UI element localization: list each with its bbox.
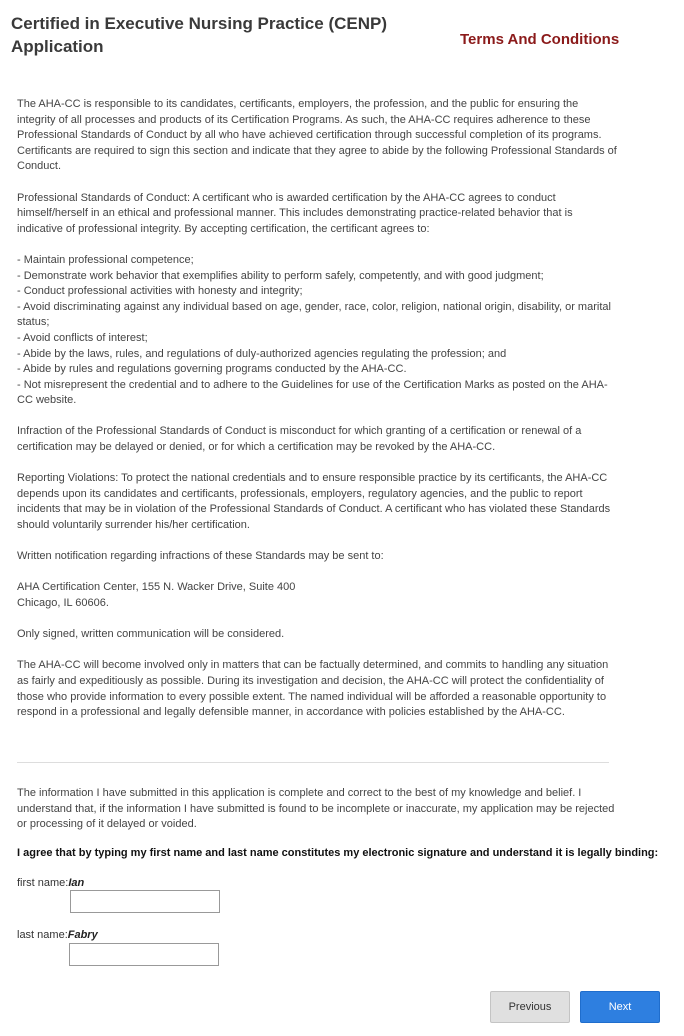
written-notification-text: Written notification regarding infractions of these Standards may be sent to:	[17, 550, 384, 563]
last-name-input[interactable]	[69, 943, 219, 966]
first-name-label	[17, 876, 84, 890]
list-item: - Abide by the laws, rules, and regulations of duly-authorized agencies regulating the profession; and	[17, 347, 507, 360]
declaration-text: The information I have submitted in this application is complete and correct to the best of my knowledge and belief. I understand that, if the information I have submitted is found to be incomplete or inaccurate, my application may be rejected or processing of it delayed or voided.	[17, 787, 615, 831]
reporting-text: Reporting Violations: To protect the national credentials and to ensure responsible practice by its certificants, the AHA-CC depends upon its candidates and certificants, professionals, employers, regulatory agencies, and the public to report incidents that may be in violation of the Professional Standards of Conduct. A certificant who has violated these Standards should voluntarily surrender his/her certification.	[17, 472, 611, 532]
page-title: Certified in Executive Nursing Practice (CENP) Application	[11, 14, 387, 56]
list-item: - Avoid conflicts of interest;	[17, 331, 148, 344]
list-item: - Abide by rules and regulations governing programs conducted by the AHA-CC.	[17, 363, 407, 376]
list-item: - Avoid discriminating against any individual based on age, gender, race, color, religion, national origin, disability, or marital status;	[17, 300, 611, 329]
involvement-text: The AHA-CC will become involved only in matters that can be factually determined, and commits to handling any situation as fairly and expeditiously as possible. During its investigation and decision, the AHA-CC will protect the confidentiality of those who provide information to every possible extent. The named individual will be afforded a reasonable opportunity to respond in a professional and legally defensible manner, in accordance with policies established by the AHA-CC.	[17, 659, 609, 719]
first-name-input[interactable]	[70, 890, 220, 913]
list-item: - Maintain professional competence;	[17, 253, 194, 266]
list-item: - Demonstrate work behavior that exemplifies ability to perform safely, competently, and with good judgment;	[17, 269, 544, 282]
address	[17, 580, 617, 611]
address-line: Chicago, IL 60606.	[17, 597, 109, 609]
list-item: - Conduct professional activities with honesty and integrity;	[17, 285, 303, 298]
infraction-text: Infraction of the Professional Standards of Conduct is misconduct for which granting of a certification or renewal of a certification may be delayed or denied, or for which a certification may be revoked by the AHA-CC.	[17, 425, 582, 454]
address-line: AHA Certification Center, 155 N. Wacker Drive, Suite 400	[17, 581, 296, 594]
standards-intro: Professional Standards of Conduct: A certificant who is awarded certification by the AHA-CC agrees to conduct himself/herself in an ethical and professional manner. This includes demonstrating practice-related behavior that is indicative of professional integrity. By accepting certification, the certificant agrees to:	[17, 191, 573, 235]
terms-text	[17, 97, 617, 721]
signed-only-text: Only signed, written communication will be considered.	[17, 628, 285, 641]
next-button[interactable]: Next	[580, 991, 660, 1023]
terms-intro: The AHA-CC is responsible to its candidates, certificants, employers, the profession, and the public for ensuring the integrity of all processes and products of its Certification Programs. As such, the AHA-CC requires adherence to these Professional Standards of Conduct by all who have achieved certification through successful completion of its programs. Certificants are required to sign this section and indicate that they agree to abide by the following Professional Standards of Conduct.	[17, 98, 617, 173]
previous-button[interactable]: Previous	[490, 991, 570, 1023]
first-name-label-text: first name:	[17, 877, 69, 889]
first-name-value: Ian	[68, 877, 85, 889]
section-title: Terms And Conditions	[460, 31, 620, 48]
divider	[17, 762, 609, 763]
signature-agreement: I agree that by typing my first name and last name constitutes my electronic signature and understand it is legally binding:	[17, 847, 659, 859]
standards-list	[17, 253, 617, 409]
last-name-label	[17, 928, 98, 942]
list-item: - Not misrepresent the credential and to adhere to the Guidelines for use of the Certification Marks as posted on the AHA-CC website.	[17, 378, 608, 407]
last-name-value: Fabry	[67, 929, 98, 941]
last-name-label-text: last name:	[17, 929, 68, 941]
